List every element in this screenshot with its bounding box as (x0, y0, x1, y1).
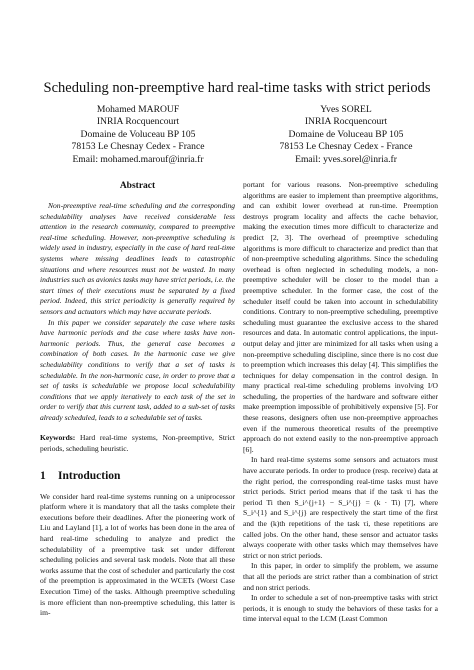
right-paragraph-4: In order to schedule a set of non-preemptive tasks with strict periods, it is enough to study the behaviors of these tasks for a time interval equal to the LCM (Least Common (243, 593, 438, 624)
abstract-paragraph-2: In this paper we consider separately the case where tasks have harmonic periods and the case where tasks have non-harmonic periods. Thus, the general case becomes a combination of both cases. In the harmonic case we give schedulability conditions to verify that a set of tasks is schedulable. In the non-harmonic case, in order to prove that a set of tasks is schedulable we propose local schedulability conditions that we apply iteratively to each task of the set in order to verify that this current task, added to a sub-set of tasks already scheduled, leads to a schedulable set of tasks. (40, 317, 235, 422)
author-email: Email: mohamed.marouf@inria.fr (72, 153, 204, 165)
author-name: Mohamed MAROUF (96, 104, 180, 115)
author-address: Domaine de Voluceau BP 105 (80, 128, 196, 140)
right-column (243, 180, 438, 625)
keywords-text: Hard real-time systems, Non-preemptive, Strict periods, scheduling heuristic. (40, 433, 235, 454)
author-block-2 (246, 104, 446, 166)
intro-paragraph-1: We consider hard real-time systems running on a uniprocessor platform where it is mandatory that all the tasks complete their executions before their deadlines. After the pioneering work of Liu and Layland [1], a lot of works has been done in the area of hard real-time scheduling to analyze and predict the schedulability of a preemptive task set under different scheduling policies and several task models. Note that all these works assume that the cost of scheduler and particularly the cost of the preemption is approximated in the WCETs (Worst Case Execution Time) of the tasks. Although preemptive scheduling is more efficient than non-preemptive scheduling, this latter is im- (40, 491, 235, 618)
keywords (40, 433, 235, 454)
author-city: 78153 Le Chesnay Cedex - France (71, 141, 205, 153)
abstract-heading: Abstract (119, 181, 156, 191)
author-affiliation: INRIA Rocquencourt (304, 116, 388, 128)
right-paragraph-3: In this paper, in order to simplify the problem, we assume that all the periods are strict rather than a combination of strict and non strict periods. (243, 561, 438, 592)
section-title: Introduction (58, 469, 121, 482)
right-paragraph-1: portant for various reasons. Non-preemptive scheduling algorithms are easier to implement than preemptive algorithms, and can exhibit lower overhead at run-time. Preemption destroys program locality and affects the cache behavior, making the execution times more difficult to characterize and predict [2, 3]. The overhead of preemptive scheduling algorithms is more difficult to characterize and predict than that of non-preemptive scheduling algorithms. Since the scheduling overhead is often neglected in scheduling models, a non-preemptive scheduler will be closer to the model than a preemptive scheduler. In the former case, the cost of the scheduler itself could be taken into account in schedulability conditions. Contrary to non-preemptive scheduling, preemptive scheduling must guarantee the exclusive access to the shared resources and data. In automatic control applications, the input-output delay and jitter are minimized for all tasks when using a non-preemptive scheduling discipline, since there is no cost due to preemption which increases this delay [4]. This simplifies the techniques for delay compensation in the control design. In many practical real-time scheduling problems involving I/O scheduling, the properties of the hardware and software either make preemption impossible of prohibitively expensive [5]. For these reasons, designers often use non-preemptive approaches even if the numerous theoretical results of the preemptive approach do not extend easily to the non-preemptive approach [6]. (243, 180, 438, 454)
section-heading-introduction (40, 469, 235, 483)
right-paragraph-2: In hard real-time systems some sensors and actuators must have accurate periods. In order to produce (resp. receive) data at the right period, the corresponding real-time tasks must have strict periods. Strict period means that if the task τi has the period Ti then S_i^{j+1} − S_i^{j} = (k · Ti) [7], where S_i^{1} and S_i^{j} are respectively the start time of the first and the (k)th repetitions of the task τi, these repetitions are called jobs. On the other hand, these sensor and actuator tasks always cooperate with other tasks which may themselves have strict or non strict periods. (243, 455, 438, 560)
author-address: Domaine de Voluceau BP 105 (288, 128, 404, 140)
paper-title: Scheduling non-preemptive hard real-time tasks with strict periods (43, 80, 431, 96)
abstract-paragraph-1: Non-preemptive real-time scheduling and the corresponding schedulability analyses have received considerable less attention in the research community, compared to preemptive real-time scheduling. However, non-preemptive scheduling is widely used in industry, especially in the case of hard real-time systems where missing deadlines leads to catastrophic situations and where resources must not be wasted. In many industries such as avionics tasks may have strict periods, i.e. the start times of their executions must be separated by a fixed period. Indeed, this strict periodicity is generally required by sensors and actuators which may have accurate periods. (40, 201, 235, 316)
author-block-1 (38, 104, 238, 166)
section-number: 1 (40, 469, 46, 482)
author-email: Email: yves.sorel@inria.fr (295, 153, 397, 165)
author-affiliation: INRIA Rocquencourt (96, 116, 180, 128)
author-city: 78153 Le Chesnay Cedex - France (279, 141, 413, 153)
author-name: Yves SOREL (320, 104, 372, 115)
left-column (40, 180, 235, 619)
keywords-label: Keywords: (40, 433, 76, 443)
